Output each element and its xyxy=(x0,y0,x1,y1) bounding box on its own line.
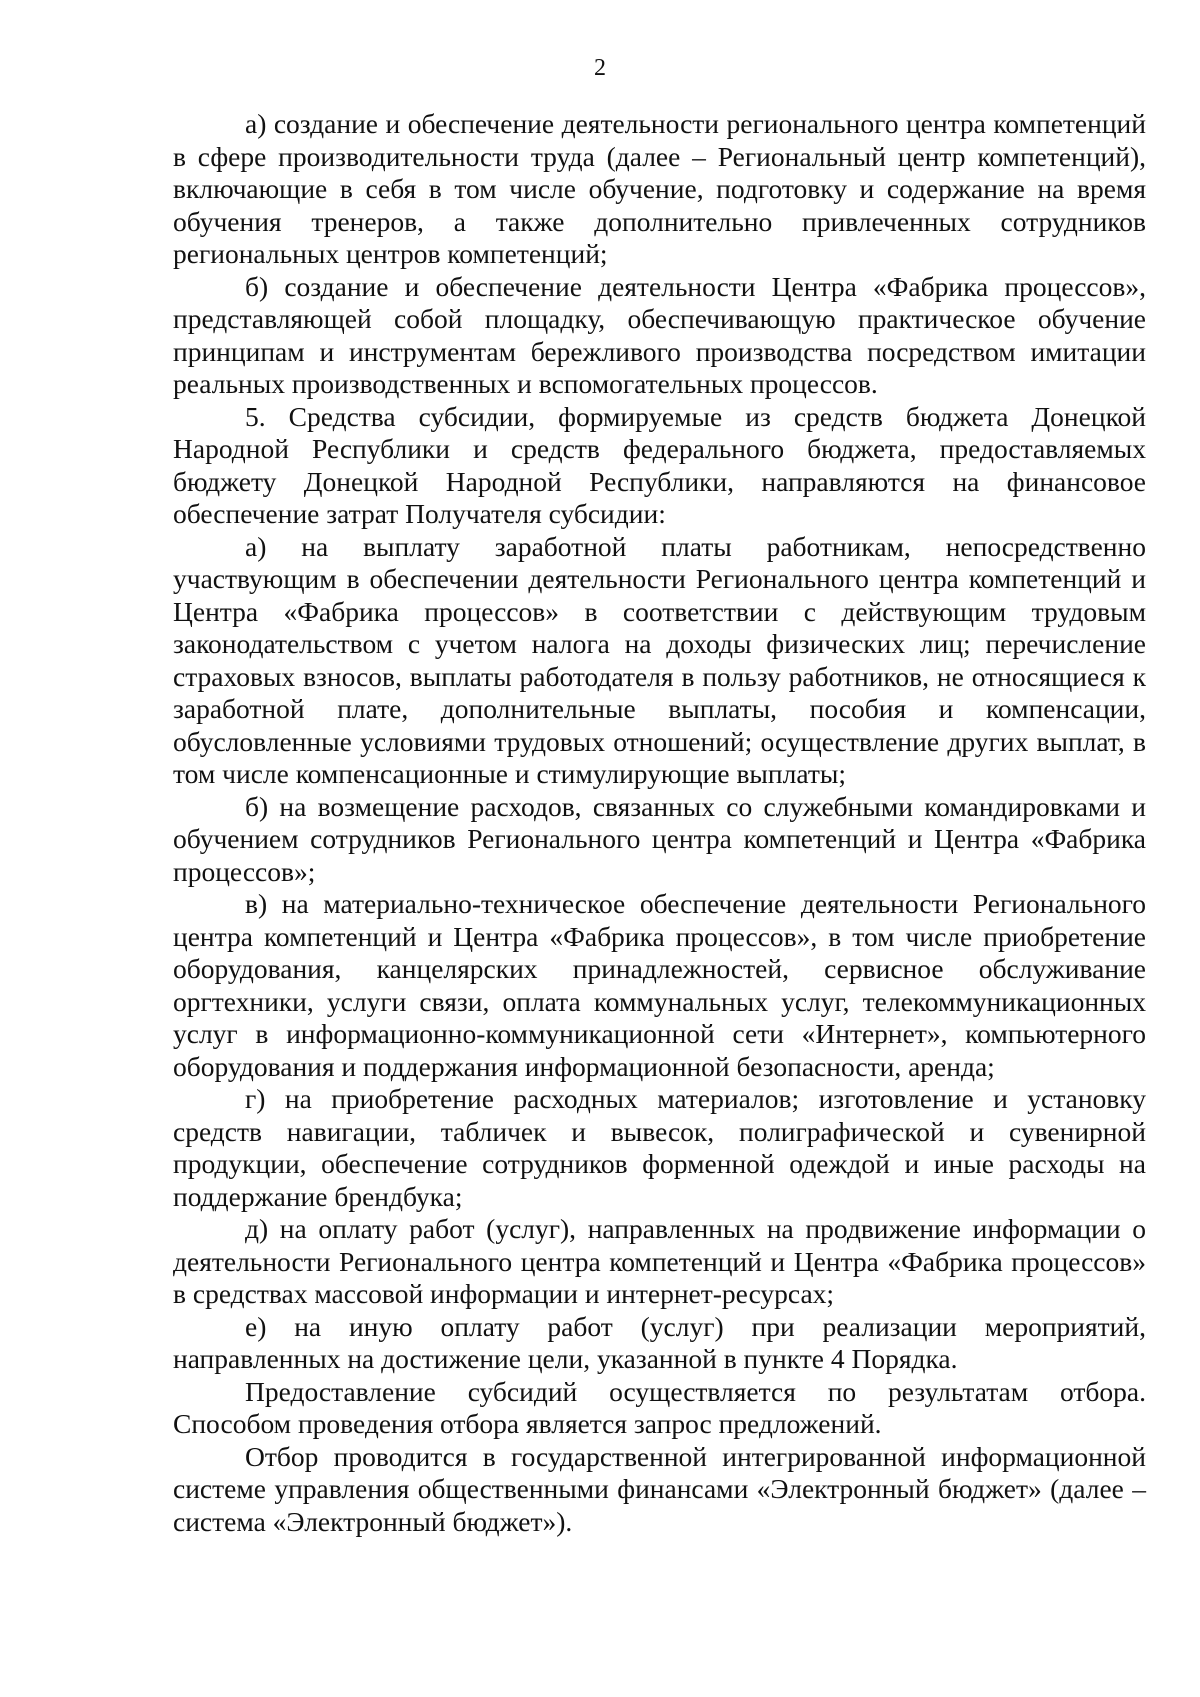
paragraph-selection-method: Предоставление субсидий осуществляется по результатам отбора. Способом проведения отбора является запрос предложений. xyxy=(173,1375,1146,1439)
paragraph-5g: г) на приобретение расходных материалов; изготовление и установку средств навигации, табличек и вывесок, полиграфической и сувенирной продукции, обеспечение сотрудников форменной одеждой и иные расходы на поддержание брендбука; xyxy=(173,1083,1146,1212)
paragraph-5d: д) на оплату работ (услуг), направленных на продвижение информации о деятельности Регионального центра компетенций и Центра «Фабрика процессов» в средствах массовой информации и интернет-ресурсах; xyxy=(173,1213,1146,1309)
paragraph-5b: б) на возмещение расходов, связанных со служебными командировками и обучением сотрудников Регионального центра компетенций и Центра «Фабрика процессов»; xyxy=(173,790,1146,887)
paragraph-5: 5. Средства субсидии, формируемые из средств бюджета Донецкой Народной Республики и средств федерального бюджета, предоставляемых бюджету Донецкой Народной Республики, направляются на финансовое обеспечение затрат Получателя субсидии: xyxy=(173,400,1146,529)
paragraph-5e: е) на иную оплату работ (услуг) при реализации мероприятий, направленных на достижение цели, указанной в пункте 4 Порядка. xyxy=(173,1310,1146,1374)
paragraph-5v: в) на материально-техническое обеспечение деятельности Регионального центра компетенций и Центра «Фабрика процессов», в том числе приобретение оборудования, канцелярских принадлежностей, сервисное обслуживание оргтехники, услуги связи, оплата коммунальных услуг, телекоммуникационных услуг в информационно-коммуникационной сети «Интернет», компьютерного оборудования и поддержания информационной безопасности, аренда; xyxy=(173,888,1146,1082)
paragraph-selection-system: Отбор проводится в государственной интегрированной информационной системе управления общественными финансами «Электронный бюджет» (далее – система «Электронный бюджет»). xyxy=(173,1440,1146,1537)
paragraph-4b: б) создание и обеспечение деятельности Центра «Фабрика процессов», представляющей собой площадку, обеспечивающую практическое обучение принципам и инструментам бережливого производства посредством имитации реальных производственных и вспомогательных процессов. xyxy=(173,270,1146,399)
paragraph-4a: а) создание и обеспечение деятельности регионального центра компетенций в сфере производительности труда (далее – Региональный центр компетенций), включающие в себя в том числе обучение, подготовку и содержание на время обучения тренеров, а также дополнительно привлеченных сотрудников региональных центров компетенций; xyxy=(173,108,1146,269)
page-number: 2 xyxy=(594,55,606,81)
paragraph-5a: а) на выплату заработной платы работникам, непосредственно участвующим в обеспечении деятельности Регионального центра компетенций и Центра «Фабрика процессов» в соответствии с действующим трудовым законодательством с учетом налога на доходы физических лиц; перечисление страховых взносов, выплаты работодателя в пользу работников, не относящиеся к заработной плате, дополнительные выплаты, пособия и компенсации, обусловленные условиями трудовых отношений; осуществление других выплат, в том числе компенсационные и стимулирующие выплаты; xyxy=(173,530,1146,789)
document-body xyxy=(173,108,1146,1538)
